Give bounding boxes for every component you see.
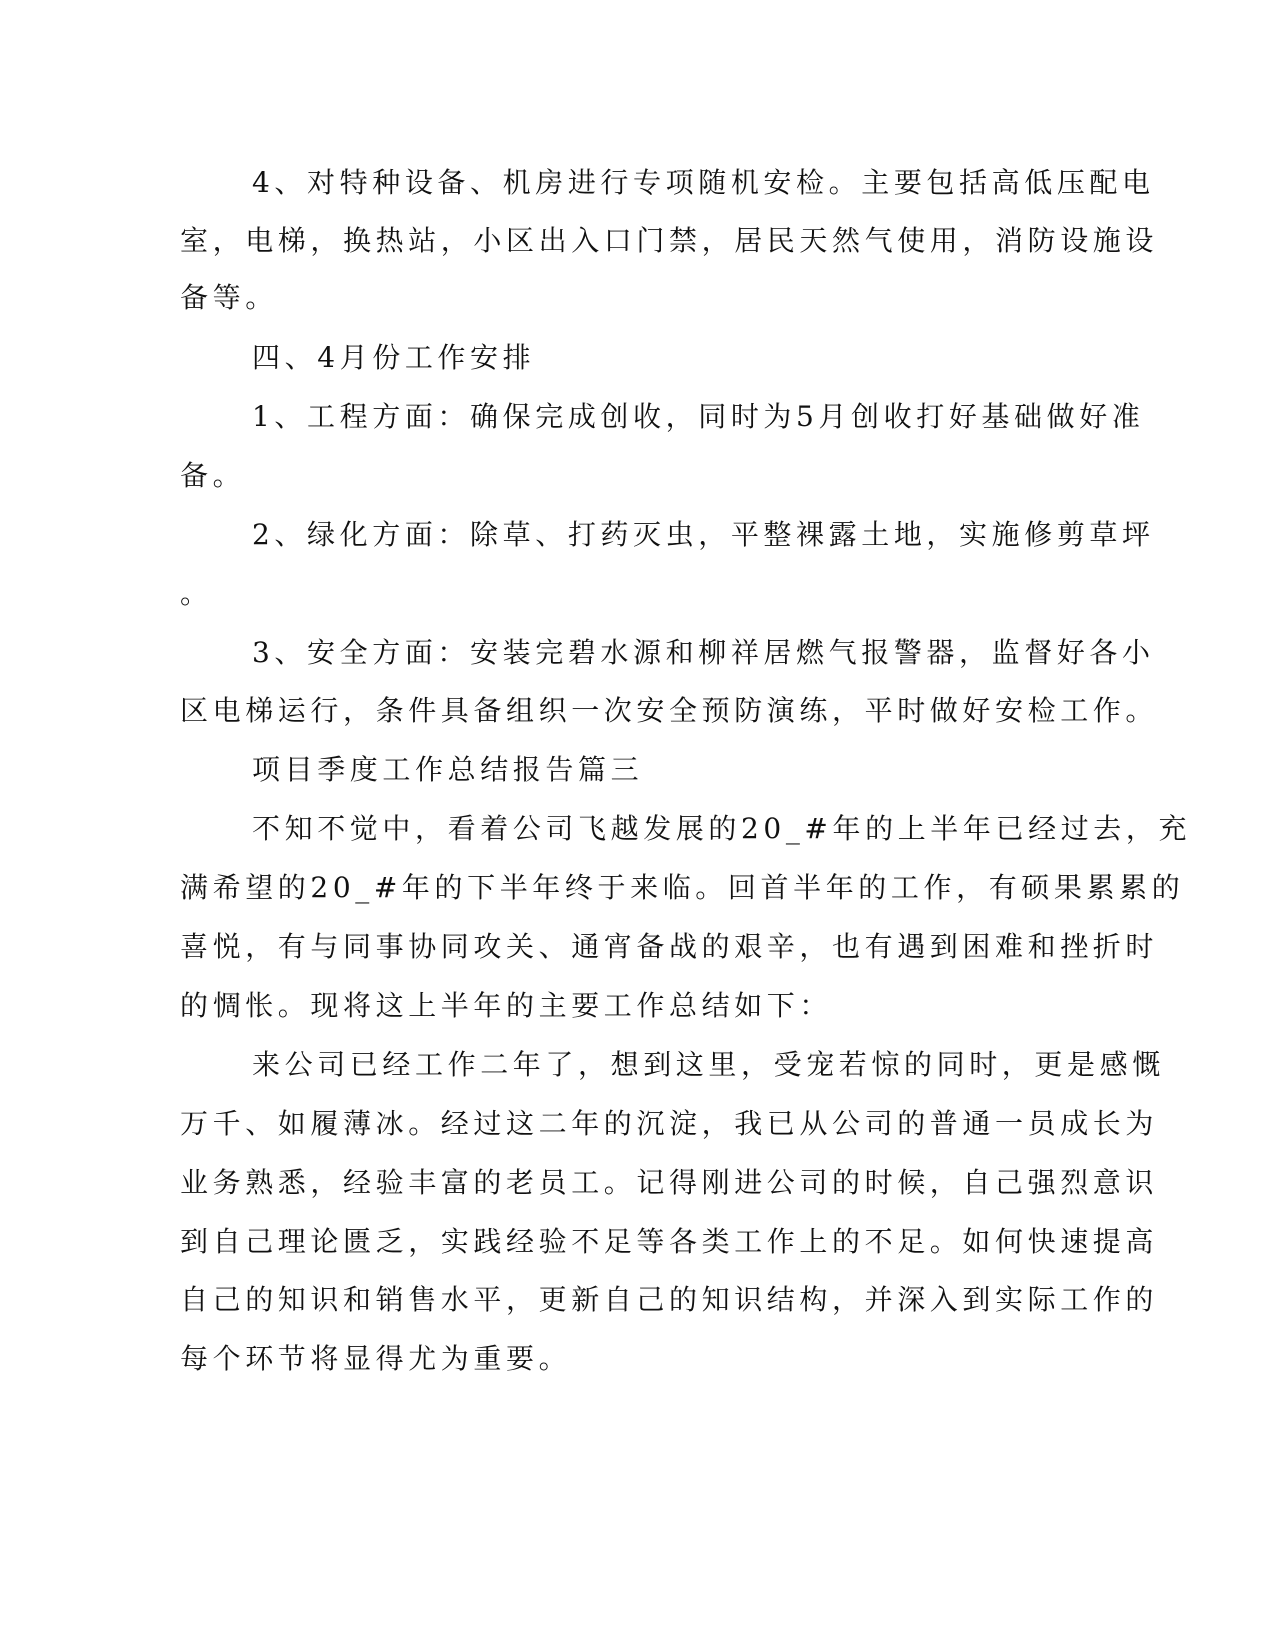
text-line: 到自己理论匮乏，实践经验不足等各类工作上的不足。如何快速提高 xyxy=(180,1225,1159,1258)
text-line: 喜悦，有与同事协同攻关、通宵备战的艰辛，也有遇到困难和挫折时 xyxy=(180,930,1159,963)
text-line: 的惆怅。现将这上半年的主要工作总结如下： xyxy=(180,989,833,1022)
text-line: 1、工程方面：确保完成创收，同时为5月创收打好基础做好准 xyxy=(252,400,1145,433)
text-line: 4、对特种设备、机房进行专项随机安检。主要包括高低压配电 xyxy=(252,166,1155,199)
text-line: 不知不觉中，看着公司飞越发展的20_#年的上半年已经过去，充 xyxy=(252,812,1192,845)
text-line: 每个环节将显得尤为重要。 xyxy=(180,1342,572,1375)
text-line: 3、安全方面：安装完碧水源和柳祥居燃气报警器，监督好各小 xyxy=(252,636,1155,669)
text-line: 来公司已经工作二年了，想到这里，受宠若惊的同时，更是感慨 xyxy=(252,1048,1165,1081)
text-line: 业务熟悉，经验丰富的老员工。记得刚进公司的时候，自己强烈意识 xyxy=(180,1166,1159,1199)
text-line: 区电梯运行，条件具备组织一次安全预防演练，平时做好安检工作。 xyxy=(180,694,1159,727)
text-line: 备等。 xyxy=(180,281,278,314)
text-line: 满希望的20_#年的下半年终于来临。回首半年的工作，有硕果累累的 xyxy=(180,871,1185,904)
text-line: 2、绿化方面：除草、打药灭虫，平整裸露土地，实施修剪草坪 xyxy=(252,518,1155,551)
text-line: 室，电梯，换热站，小区出入口门禁，居民天然气使用，消防设施设 xyxy=(180,224,1159,257)
text-line: 备。 xyxy=(180,459,246,492)
text-line: 自己的知识和销售水平，更新自己的知识结构，并深入到实际工作的 xyxy=(180,1283,1159,1316)
section-heading: 四、4月份工作安排 xyxy=(252,341,536,374)
text-line: 。 xyxy=(180,577,213,610)
section-heading: 项目季度工作总结报告篇三 xyxy=(252,753,644,786)
text-line: 万千、如履薄冰。经过这二年的沉淀，我已从公司的普通一员成长为 xyxy=(180,1107,1159,1140)
